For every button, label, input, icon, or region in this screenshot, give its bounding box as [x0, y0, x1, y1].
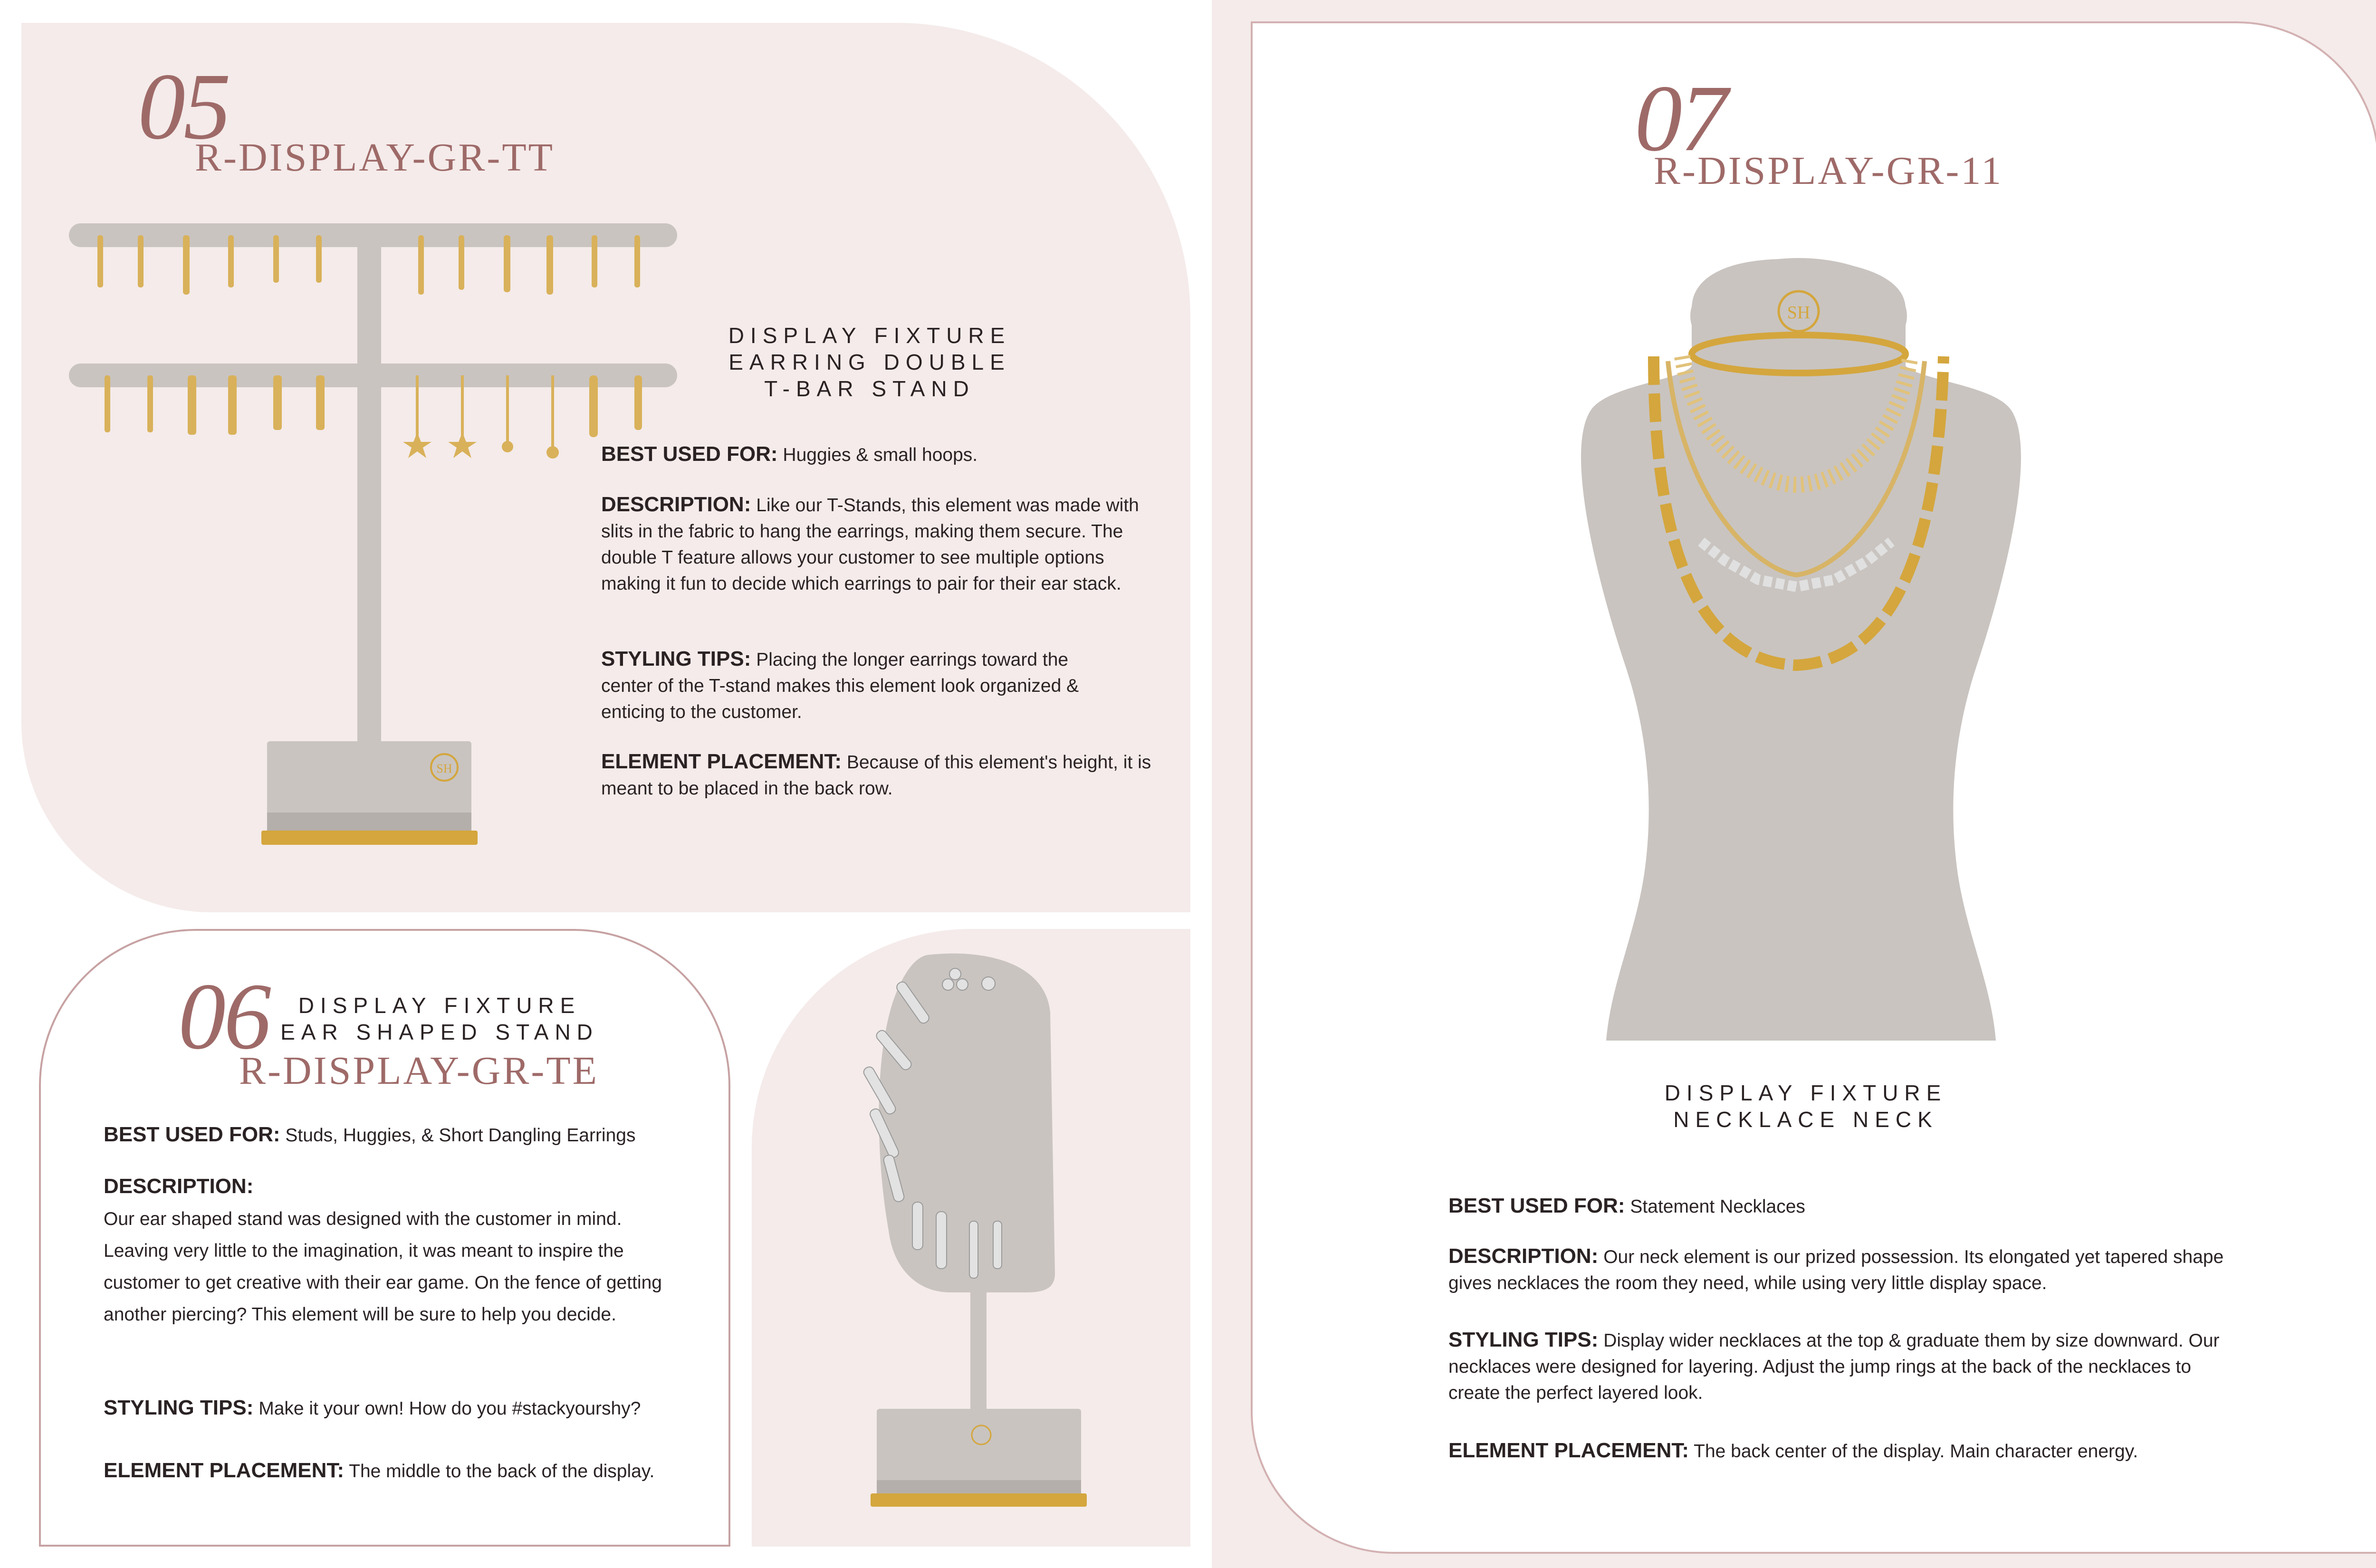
styling-text: Placing the longer earrings toward the center of the T-stand makes this element look organized & enticing to the customer.	[601, 650, 1079, 722]
styling-label: STYLING TIPS:	[1448, 1328, 1599, 1351]
fixture-title-05	[632, 322, 1107, 402]
placement-label: ELEMENT PLACEMENT:	[601, 750, 842, 773]
best-used-label: BEST USED FOR:	[601, 442, 778, 466]
svg-text:SH: SH	[436, 762, 452, 775]
svg-text:SH: SH	[1787, 303, 1811, 323]
best-used-label: BEST USED FOR:	[104, 1123, 280, 1146]
placement-06	[104, 1457, 698, 1484]
ear-shaped-stand-image	[846, 946, 1112, 1539]
description-06	[104, 1170, 688, 1330]
description-label: DESCRIPTION:	[601, 493, 751, 516]
necklace-bust-image	[1511, 247, 2100, 1055]
styling-label: STYLING TIPS:	[104, 1396, 254, 1419]
styling-tips-05	[601, 646, 1114, 725]
best-used-text: Huggies & small hoops.	[783, 445, 978, 465]
description-07	[1448, 1243, 2247, 1296]
best-used-label: BEST USED FOR:	[1448, 1194, 1625, 1217]
section-number-07: 07	[1635, 66, 1726, 171]
best-used-text: Studs, Huggies, & Short Dangling Earrings	[285, 1125, 636, 1146]
placement-text: Because of this element's height, it is meant to be placed in the back row.	[601, 752, 1151, 799]
description-label: DESCRIPTION:	[104, 1175, 254, 1198]
fixture-line: NECKLACE NECK	[1673, 1107, 1938, 1132]
description-text: Our neck element is our prized possession. Its elongated yet tapered shape gives necklaces the room they need, while using very little display space.	[1448, 1247, 2224, 1293]
placement-label: ELEMENT PLACEMENT:	[1448, 1439, 1689, 1462]
styling-text: Make it your own! How do you #stackyourshy?	[259, 1398, 641, 1419]
description-text: Our ear shaped stand was designed with the customer in mind. Leaving very little to the imagination, it was meant to inspire the customer to get creative with their ear game. On the fence of getting another piercing? This element will be sure to help you decide.	[104, 1209, 662, 1325]
description-label: DESCRIPTION:	[1448, 1244, 1599, 1268]
fixture-line: DISPLAY FIXTURE	[1664, 1080, 1947, 1105]
section-number-05: 05	[138, 54, 229, 159]
styling-tips-07	[1448, 1327, 2247, 1406]
best-used-07	[1448, 1193, 2256, 1220]
fixture-line: EARRING DOUBLE	[728, 350, 1011, 374]
fixture-line: DISPLAY FIXTURE	[298, 993, 581, 1018]
placement-07	[1448, 1437, 2256, 1464]
placement-text: The back center of the display. Main character energy.	[1694, 1441, 2138, 1462]
placement-label: ELEMENT PLACEMENT:	[104, 1459, 344, 1482]
best-used-05	[601, 441, 1162, 468]
fixture-title-06	[266, 992, 613, 1045]
styling-tips-06	[104, 1395, 698, 1422]
section-code-05: R-DISPLAY-GR-TT	[195, 135, 555, 180]
fixture-line: T-BAR STAND	[764, 376, 975, 401]
fixture-line: DISPLAY FIXTURE	[728, 323, 1011, 348]
placement-05	[601, 748, 1162, 802]
section-number-06: 06	[178, 964, 269, 1069]
description-05	[601, 491, 1162, 597]
best-used-06	[104, 1121, 698, 1148]
description-text: Like our T-Stands, this element was made with slits in the fabric to hang the earrings, making them secure. The double T feature allows your customer to see multiple options making it fun to decide which earrings to pair for their ear stack.	[601, 495, 1139, 594]
placement-text: The middle to the back of the display.	[349, 1461, 655, 1482]
styling-text: Display wider necklaces at the top & graduate them by size downward. Our necklaces were designed for layering. Adjust the jump rings at the back of the necklaces to create the perfect layered look.	[1448, 1330, 2220, 1403]
section-code-07: R-DISPLAY-GR-11	[1654, 149, 2003, 193]
styling-label: STYLING TIPS:	[601, 647, 751, 670]
best-used-text: Statement Necklaces	[1630, 1196, 1805, 1217]
fixture-line: EAR SHAPED STAND	[280, 1020, 599, 1044]
section-code-06: R-DISPLAY-GR-TE	[239, 1049, 599, 1093]
fixture-title-07	[1568, 1080, 2043, 1133]
